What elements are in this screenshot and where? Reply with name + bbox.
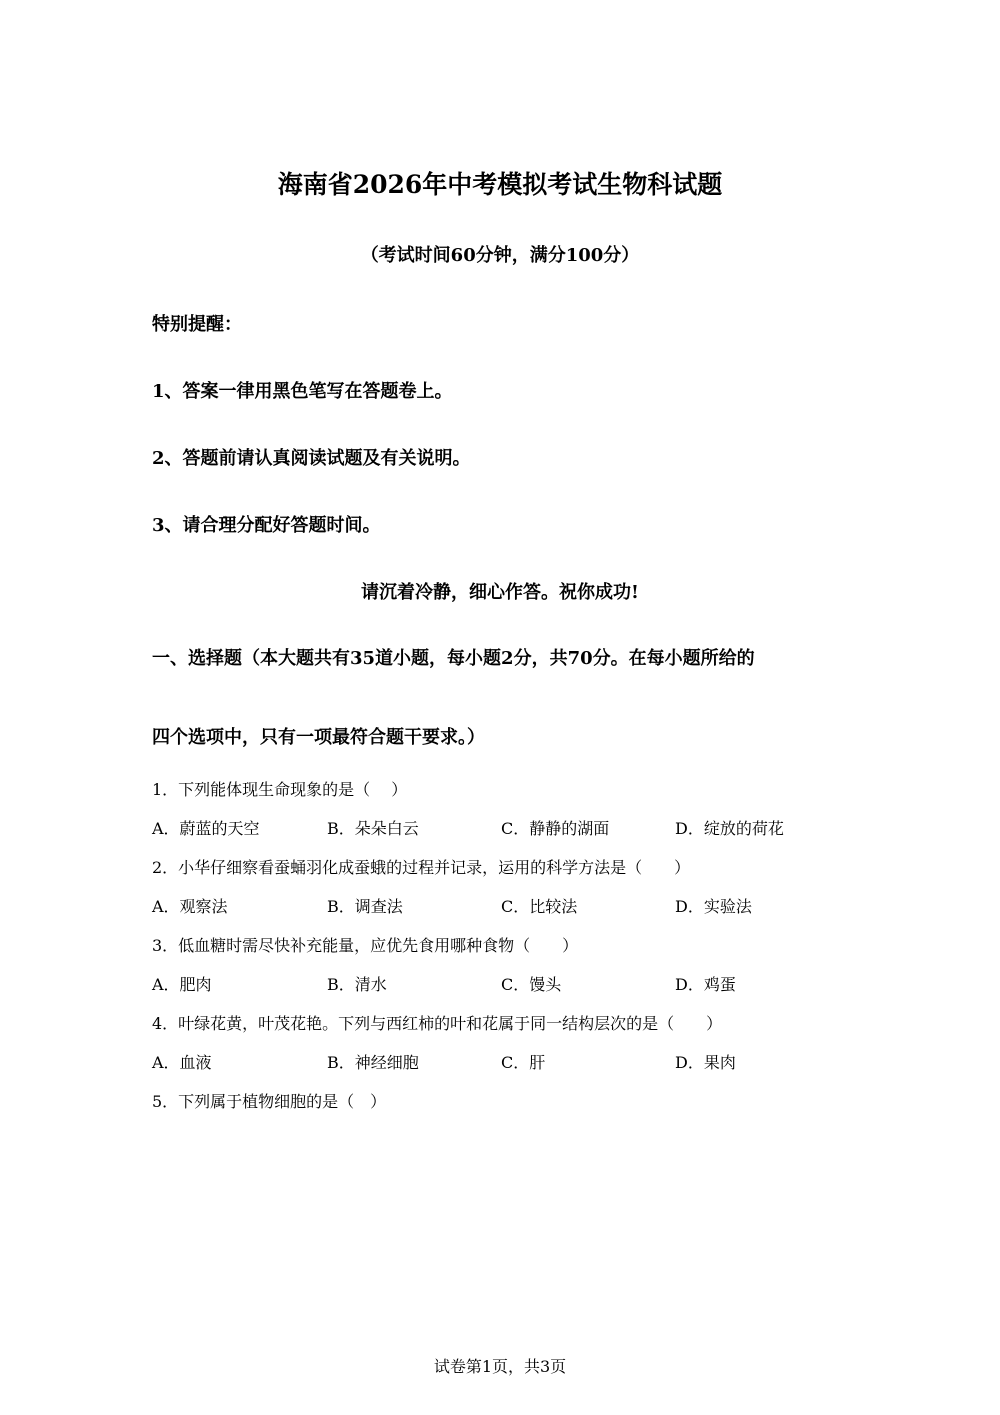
- question-stem: 1．下列能体现生命现象的是（ ）: [152, 780, 408, 799]
- exam-subtitle: （考试时间60分钟，满分100分）: [360, 245, 640, 266]
- option-b: B．神经细胞: [327, 1053, 419, 1072]
- option-b: B．调查法: [327, 897, 403, 916]
- option-b: B．清水: [327, 975, 387, 994]
- question-stem: 5．下列属于植物细胞的是（ ）: [152, 1092, 387, 1111]
- question-stem: 2．小华仔细察看蚕蛹羽化成蚕蛾的过程并记录，运用的科学方法是（ ）: [152, 858, 691, 877]
- option-a: A．蔚蓝的天空: [152, 819, 260, 838]
- option-a: A．血液: [152, 1053, 212, 1072]
- option-d: D．果肉: [675, 1053, 736, 1072]
- encouragement-text: 请沉着冷静，细心作答。祝你成功!: [361, 582, 639, 603]
- option-b: B．朵朵白云: [327, 819, 419, 838]
- option-c: C．静静的湖面: [501, 819, 610, 838]
- reminder-item: 3、请合理分配好答题时间。: [152, 515, 381, 536]
- option-d: D．鸡蛋: [675, 975, 736, 994]
- option-c: C．比较法: [501, 897, 578, 916]
- option-c: C．肝: [501, 1053, 546, 1072]
- option-d: D．绽放的荷花: [675, 819, 784, 838]
- option-d: D．实验法: [675, 897, 752, 916]
- reminder-item: 2、答题前请认真阅读试题及有关说明。: [152, 448, 471, 469]
- question-stem: 3．低血糖时需尽快补充能量，应优先食用哪种食物（ ）: [152, 936, 579, 955]
- page-footer: 试卷第1页，共3页: [433, 1357, 567, 1376]
- question-options: [152, 895, 852, 919]
- reminder-item: 1、答案一律用黑色笔写在答题卷上。: [152, 381, 453, 402]
- exam-title: 海南省2026年中考模拟考试生物科试题: [277, 170, 723, 199]
- section-heading-line1: 一、选择题（本大题共有35道小题，每小题2分，共70分。在每小题所给的: [152, 648, 755, 669]
- section-heading-line2: 四个选项中，只有一项最符合题干要求。）: [152, 727, 485, 748]
- question-options: [152, 817, 852, 841]
- question-options: [152, 973, 852, 997]
- reminder-heading: 特别提醒：: [152, 314, 242, 335]
- option-a: A．观察法: [152, 897, 228, 916]
- option-a: A．肥肉: [152, 975, 212, 994]
- option-c: C．馒头: [501, 975, 562, 994]
- question-stem: 4．叶绿花黄，叶茂花艳。下列与西红柿的叶和花属于同一结构层次的是（ ）: [152, 1014, 723, 1033]
- question-options: [152, 1051, 852, 1075]
